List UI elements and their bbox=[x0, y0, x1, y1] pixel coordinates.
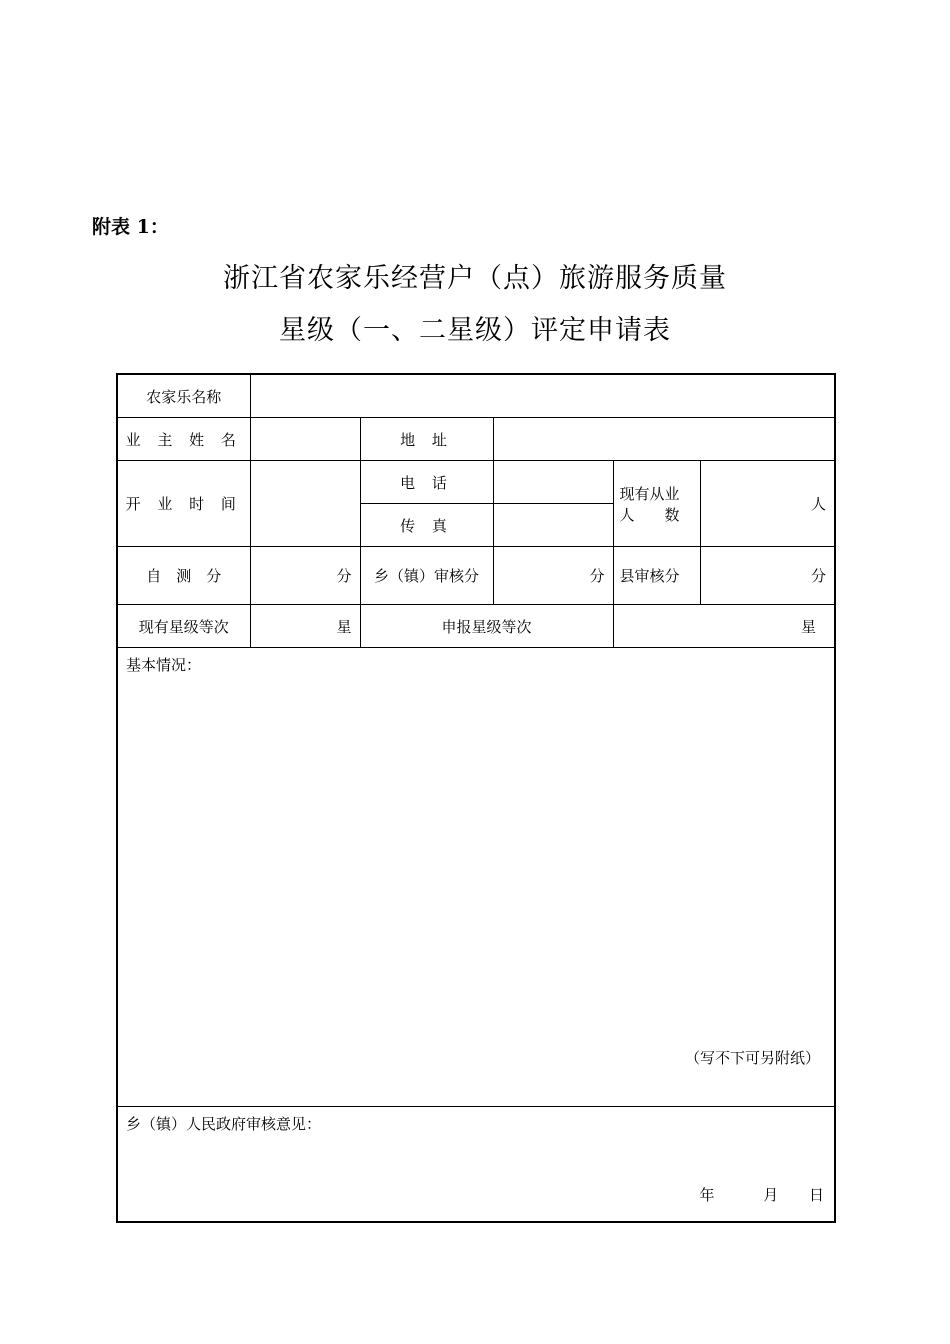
basic-info-note: （写不下可另附纸） bbox=[685, 1049, 821, 1067]
row-phone bbox=[117, 461, 835, 504]
county-score-unit: 分 bbox=[811, 567, 827, 585]
open-time-field[interactable] bbox=[250, 461, 360, 547]
apply-star-field[interactable] bbox=[613, 605, 835, 648]
staff-count-label-line-2: 人 数 bbox=[619, 505, 680, 524]
current-star-unit: 星 bbox=[336, 617, 352, 636]
self-score-field[interactable] bbox=[250, 547, 360, 605]
row-star-level bbox=[117, 605, 835, 648]
fax-label: 传 真 bbox=[360, 504, 493, 547]
date-month-label: 月 bbox=[763, 1186, 779, 1204]
town-opinion-label: 乡（镇）人民政府审核意见： bbox=[126, 1115, 322, 1133]
staff-count-label bbox=[613, 461, 700, 547]
basic-info-label: 基本情况： bbox=[126, 656, 202, 674]
phone-label: 电 话 bbox=[360, 461, 493, 504]
phone-field[interactable] bbox=[493, 461, 613, 504]
open-time-label: 开 业 时 间 bbox=[117, 461, 250, 547]
owner-name-field[interactable] bbox=[250, 418, 360, 461]
row-farmhouse-name bbox=[117, 374, 835, 418]
date-year-label: 年 bbox=[699, 1186, 715, 1204]
county-score-field[interactable] bbox=[700, 547, 835, 605]
town-score-label: 乡（镇）审核分 bbox=[360, 547, 493, 605]
row-scores bbox=[117, 547, 835, 605]
annex-label: 附表 1： bbox=[92, 216, 169, 238]
staff-count-field[interactable] bbox=[700, 461, 835, 547]
basic-info-field[interactable] bbox=[117, 648, 835, 1107]
form-title-line-1: 浙江省农家乐经营户（点）旅游服务质量 bbox=[223, 263, 727, 294]
application-form-table bbox=[116, 373, 836, 1223]
town-score-field[interactable] bbox=[493, 547, 613, 605]
fax-field[interactable] bbox=[493, 504, 613, 547]
form-title-line-2: 星级（一、二星级）评定申请表 bbox=[279, 315, 671, 346]
town-score-unit: 分 bbox=[589, 567, 605, 585]
self-score-label: 自 测 分 bbox=[117, 547, 250, 605]
self-score-unit: 分 bbox=[336, 567, 352, 585]
farmhouse-name-label: 农家乐名称 bbox=[117, 374, 250, 418]
address-label: 地 址 bbox=[360, 418, 493, 461]
row-basic-info bbox=[117, 648, 835, 1107]
row-owner bbox=[117, 418, 835, 461]
farmhouse-name-field[interactable] bbox=[250, 374, 835, 418]
staff-count-label-line-1: 现有从业 bbox=[619, 484, 680, 503]
apply-star-label: 申报星级等次 bbox=[360, 605, 613, 648]
county-score-label: 县审核分 bbox=[613, 547, 700, 605]
staff-count-unit: 人 bbox=[811, 495, 827, 513]
row-town-opinion bbox=[117, 1107, 835, 1223]
owner-name-label: 业 主 姓 名 bbox=[117, 418, 250, 461]
current-star-label: 现有星级等次 bbox=[117, 605, 250, 648]
current-star-field[interactable] bbox=[250, 605, 360, 648]
address-field[interactable] bbox=[493, 418, 835, 461]
opinion-date bbox=[699, 1184, 824, 1205]
town-opinion-field[interactable] bbox=[117, 1107, 835, 1223]
apply-star-unit: 星 bbox=[801, 617, 817, 636]
date-day-label: 日 bbox=[809, 1186, 825, 1204]
